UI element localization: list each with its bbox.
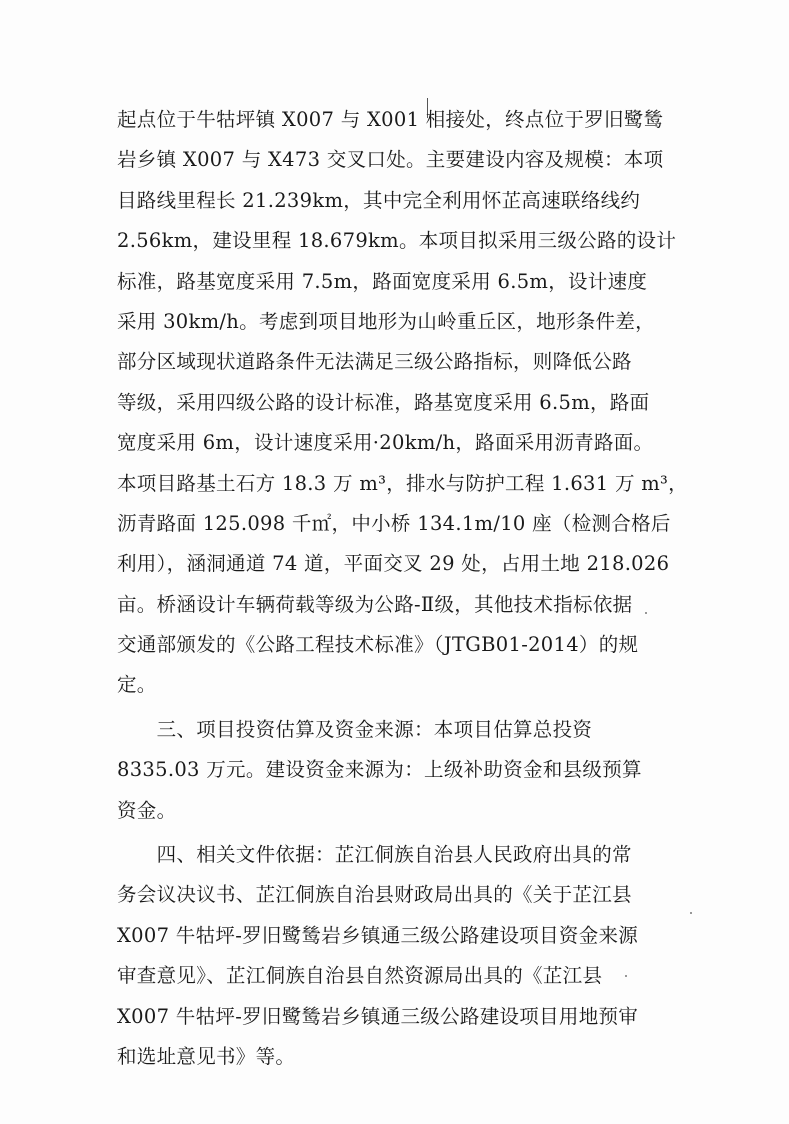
text-line: X007 牛牯坪-罗旧鹭鸶岩乡镇通三级公路建设项目资金来源 xyxy=(117,923,639,947)
paragraph-documents xyxy=(117,835,691,1077)
text-line: 资金。 xyxy=(117,798,177,822)
text-line: 宽度采用 6m，设计速度采用·20km/h，路面采用沥青路面。 xyxy=(117,431,654,455)
text-line: 部分区域现状道路条件无法满足三级公路指标，则降低公路 xyxy=(117,350,632,374)
text-line: 标准，路基宽度采用 7.5m，路面宽度采用 6.5m，设计速度 xyxy=(117,269,648,293)
text-line: 审查意见》、芷江侗族自治县自然资源局出具的《芷江县 xyxy=(117,964,603,988)
text-line: 本项目路基土石方 18.3 万 m³，排水与防护工程 1.631 万 m³， xyxy=(117,471,688,495)
text-line: 利用），涵洞通道 74 道，平面交叉 29 处，占用土地 218.026 xyxy=(117,552,670,576)
text-line: 岩乡镇 X007 与 X473 交叉口处。主要建设内容及规模：本项 xyxy=(117,148,664,172)
text-line: 四、相关文件依据：芷江侗族自治县人民政府出具的常 xyxy=(117,843,632,867)
scan-speck xyxy=(625,975,627,977)
text-line: 交通部颁发的《公路工程技术标准》（JTGB01-2014）的规 xyxy=(117,633,639,657)
paragraph-project-scope xyxy=(117,100,691,706)
text-line: 三、项目投资估算及资金来源：本项目估算总投资 xyxy=(117,717,593,741)
text-line: 沥青路面 125.098 千㎡，中小桥 134.1m/10 座（检测合格后 xyxy=(117,511,671,535)
text-line: 等级，采用四级公路的设计标准，路基宽度采用 6.5m，路面 xyxy=(117,390,650,414)
text-line: 和选址意见书》等。 xyxy=(117,1044,296,1068)
scan-speck xyxy=(690,912,692,914)
document-body xyxy=(117,100,691,1077)
text-line: X007 牛牯坪-罗旧鹭鸶岩乡镇通三级公路建设项目用地预审 xyxy=(117,1004,639,1028)
text-line: 2.56km，建设里程 18.679km。本项目拟采用三级公路的设计 xyxy=(117,229,677,253)
scan-speck xyxy=(645,612,647,614)
text-line: 定。 xyxy=(117,673,157,697)
text-line: 8335.03 万元。建设资金来源为：上级补助资金和县级预算 xyxy=(117,758,642,782)
text-line: 亩。桥涵设计车辆荷载等级为公路-Ⅱ级，其他技术指标依据 xyxy=(117,592,633,616)
text-line: 采用 30km/h。考虑到项目地形为山岭重丘区，地形条件差， xyxy=(117,309,655,333)
text-line: 务会议决议书、芷江侗族自治县财政局出具的《关于芷江县 xyxy=(117,883,632,907)
text-line: 目路线里程长 21.239km，其中完全利用怀芷高速联络线约 xyxy=(117,188,641,212)
paragraph-investment xyxy=(117,710,691,831)
text-line: 起点位于牛牯坪镇 X007 与 X001 相接处，终点位于罗旧鹭鸶 xyxy=(117,108,664,131)
